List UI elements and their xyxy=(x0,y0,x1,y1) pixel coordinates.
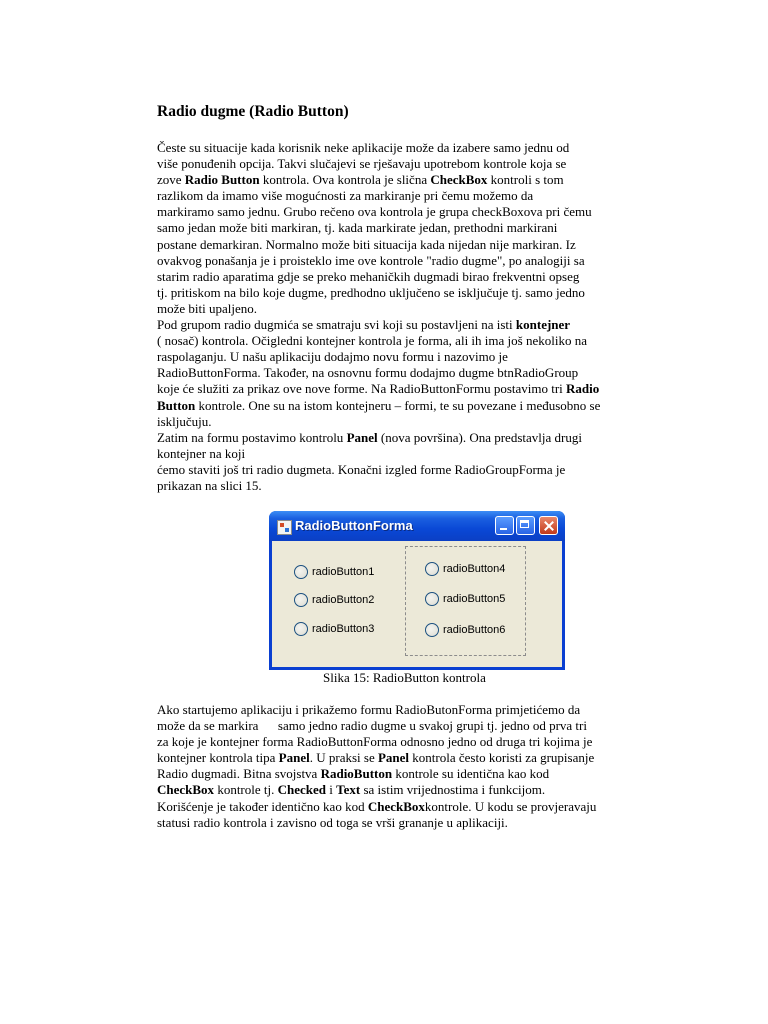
text-line: postane demarkiran. Normalno može biti situacija kada nijedan nije markiran. Iz xyxy=(157,236,576,252)
text-line: Korišćenje je također identično kao kod CheckBoxkontrole. U kodu se provjeravaju xyxy=(157,798,597,814)
text-line: zove Radio Button kontrola. Ova kontrola je slična CheckBox kontroli s tom xyxy=(157,172,564,188)
text-line: Pod grupom radio dugmića se smatraju svi koji su postavljeni na isti kontejner xyxy=(157,317,571,333)
section-heading: Radio dugme (Radio Button) xyxy=(157,103,349,120)
window-titlebar[interactable] xyxy=(269,511,565,541)
radio-label: radioButton4 xyxy=(443,563,506,575)
radio-circle[interactable] xyxy=(425,592,439,606)
text-line: kontejner na koji xyxy=(157,445,246,461)
second-paragraph xyxy=(157,702,672,831)
text-line: za koje je kontejner forma RadioButtonForma odnosno jedno od druga tri kojima je xyxy=(157,734,593,750)
text-line: ćemo staviti još tri radio dugmeta. Konačni izgled forme RadioGroupForma je xyxy=(157,461,566,477)
text-line: razlikom da imamo više mogućnosti za markiranje pri čemu možemo da xyxy=(157,188,534,204)
form-client-area xyxy=(272,541,562,667)
maximize-button[interactable] xyxy=(516,516,535,535)
text-line: Radio dugmadi. Bitna svojstva RadioButton kontrole su identična kao kod xyxy=(157,766,550,782)
text-line: statusi radio kontrola i zavisno od toga se vrši grananje u aplikaciji. xyxy=(157,814,508,830)
text-line: raspolaganju. U našu aplikaciju dodajmo novu formu i nazovimo je xyxy=(157,349,508,365)
text-line: Zatim na formu postavimo kontrolu Panel (nova površina). Ona predstavlja drugi xyxy=(157,429,582,445)
radio-label: radioButton6 xyxy=(443,624,506,636)
radio-circle[interactable] xyxy=(425,623,439,637)
text-line: može da se markira samo jedno radio dugme u svakoj grupi tj. jedno od prva tri xyxy=(157,718,587,734)
radio-circle[interactable] xyxy=(294,593,308,607)
text-line: starim radio aparatima gdje se preko mehaničkih dugmadi birao frekventni opseg xyxy=(157,268,580,284)
radio-circle[interactable] xyxy=(294,622,308,636)
text-line: tj. pritiskom na bilo koje dugme, predhodno uključeno se isključuje tj. samo jedno xyxy=(157,284,585,300)
figure-caption: Slika 15: RadioButton kontrola xyxy=(323,670,486,685)
text-line: kontejner kontrola tipa Panel. U praksi se Panel kontrola često koristi za grupisanje xyxy=(157,750,595,766)
radio-label: radioButton5 xyxy=(443,593,506,605)
text-line: ( nosač) kontrola. Očigledni kontejner kontrola je forma, ali ih ima još nekoliko na xyxy=(157,333,587,349)
text-line: koje će služiti za prikaz ove nove forme. Na RadioButtonFormu postavimo tri Radio xyxy=(157,381,600,397)
radio-label: radioButton1 xyxy=(312,566,375,578)
window-title: RadioButtonForma xyxy=(295,518,413,533)
radiobuttonforma-window xyxy=(269,511,565,670)
text-line: samo jedan može biti markiran, tj. kada markirate jedan, prethodni markirani xyxy=(157,220,558,236)
text-line: Ako startujemo aplikaciju i prikažemo formu RadioButonForma primjetićemo da xyxy=(157,702,581,717)
radio-label: radioButton2 xyxy=(312,594,375,606)
text-line: Button kontrole. One su na istom kontejneru – formi, te su povezane i međusobno se xyxy=(157,397,601,413)
text-line: više ponuđenih opcija. Takvi slučajevi se rješavaju upotrebom kontrole koja se xyxy=(157,156,567,172)
text-line: prikazan na slici 15. xyxy=(157,477,262,493)
text-line: markiramo samo jednu. Grubo rečeno ova kontrola je grupa checkBoxova pri čemu xyxy=(157,204,592,220)
app-form-icon xyxy=(277,520,292,535)
text-line: može biti upaljeno. xyxy=(157,300,258,316)
text-line: RadioButtonForma. Također, na osnovnu formu dodajmo dugme btnRadioGroup xyxy=(157,365,579,381)
panel-container xyxy=(405,546,526,656)
text-line: isključuju. xyxy=(157,413,212,429)
minimize-button[interactable] xyxy=(495,516,514,535)
intro-paragraph xyxy=(157,140,672,494)
close-button[interactable] xyxy=(539,516,558,535)
text-line: CheckBox kontrole tj. Checked i Text sa istim vrijednostima i funkcijom. xyxy=(157,782,546,798)
text-line: Česte su situacije kada korisnik neke aplikacije može da izabere samo jednu od xyxy=(157,140,570,155)
radio-circle[interactable] xyxy=(425,562,439,576)
radio-circle[interactable] xyxy=(294,565,308,579)
text-line: ovakvog ponašanja je i proisteklo ime ove kontrole "radio dugme", po analogiji sa xyxy=(157,252,585,268)
radio-label: radioButton3 xyxy=(312,623,375,635)
